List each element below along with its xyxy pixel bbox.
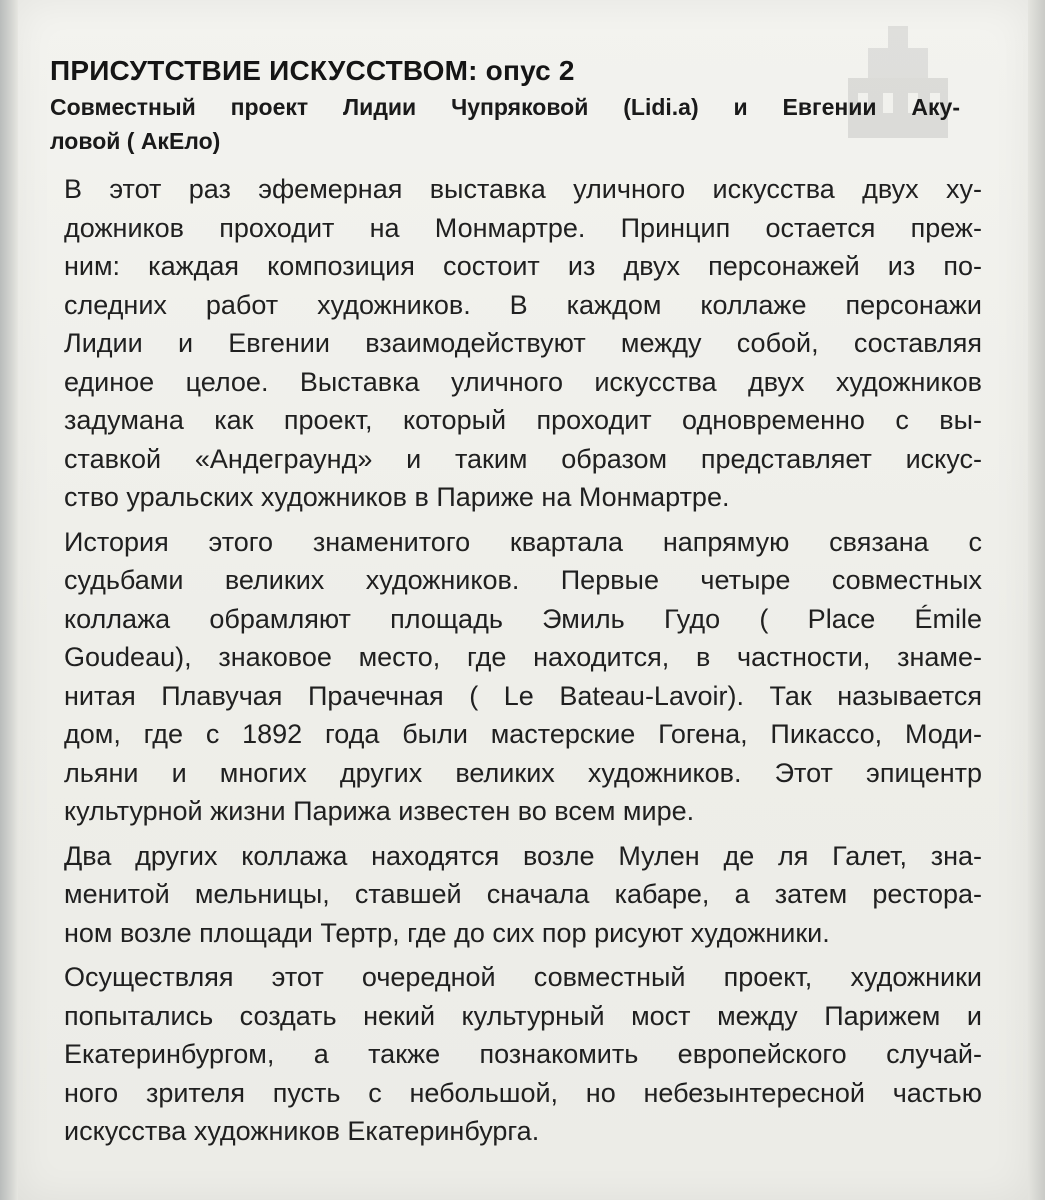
paragraph-3 [50,837,990,953]
text-line: культурной жизни Парижа известен во всем мире. [64,796,695,826]
page-title: ПРИСУТСТВИЕ ИСКУССТВОМ: опус 2 [50,55,575,86]
text-line: ном возле площади Тертр, где до сих пор рисуют художники. [64,917,830,948]
text-line: Лидии и Евгении взаимодействуют между собой, составляя [64,328,982,358]
paragraph-4 [50,958,990,1151]
text-line: попытались создать некий культурный мост между Парижем и [64,1000,982,1031]
text-line: ного зрителя пусть с небольшой, но небезынтересной частью [64,1077,982,1108]
text-line: Два других коллажа находятся возле Мулен де ля Галет, зна- [64,840,982,871]
text-line: нитая Плавучая Прачечная ( Le Bateau-Lavoir). Так называется [64,680,982,711]
subtitle-line: ловой ( АкЕло) [50,128,221,154]
text-line: Екатеринбургом, а также познакомить европейского случай- [64,1039,982,1069]
text-line: дожников проходит на Монмартре. Принцип остается преж- [64,212,982,243]
text-line: ство уральских художников в Париже на Монмартре. [64,482,730,512]
text-line: В этот раз эфемерная выставка уличного искусства двух ху- [64,174,982,204]
text-line: искусства художников Екатеринбурга. [64,1116,540,1146]
text-line: История этого знаменитого квартала напрямую связана с [64,526,982,557]
paragraph-2 [50,523,990,831]
panel-left-edge [0,0,18,1200]
text-line: ставкой «Андеграунд» и таким образом представляет искус- [64,443,982,474]
panel-right-edge [1028,0,1045,1200]
document-content [50,54,1000,1157]
text-line: следних работ художников. В каждом коллаже персонажи [64,289,982,320]
text-line: льяни и многих других великих художников. Этот эпицентр [64,757,982,788]
body-text [50,170,990,1151]
subtitle-line: Совместный проект Лидии Чупряковой (Lidi.a) и Евгении Аку- [50,94,960,120]
text-line: задумана как проект, который проходит одновременно с вы- [64,405,982,435]
text-line: дом, где с 1892 года были мастерские Гогена, Пикассо, Моди- [64,719,982,749]
text-line: Осуществляя этот очередной совместный проект, художники [64,962,982,992]
text-line: единое целое. Выставка уличного искусства двух художников [64,366,982,397]
text-line: судьбами великих художников. Первые четыре совместных [64,565,982,595]
text-line: менитой мельницы, ставшей сначала кабаре, а затем рестора- [64,879,982,909]
subtitle [50,90,960,158]
paragraph-1 [50,170,990,517]
text-line: коллажа обрамляют площадь Эмиль Гудо ( Place Émile [64,603,982,634]
text-line: Goudeau), знаковое место, где находится, в частности, знаме- [64,642,982,672]
text-line: ним: каждая композиция состоит из двух персонажей из по- [64,251,982,281]
